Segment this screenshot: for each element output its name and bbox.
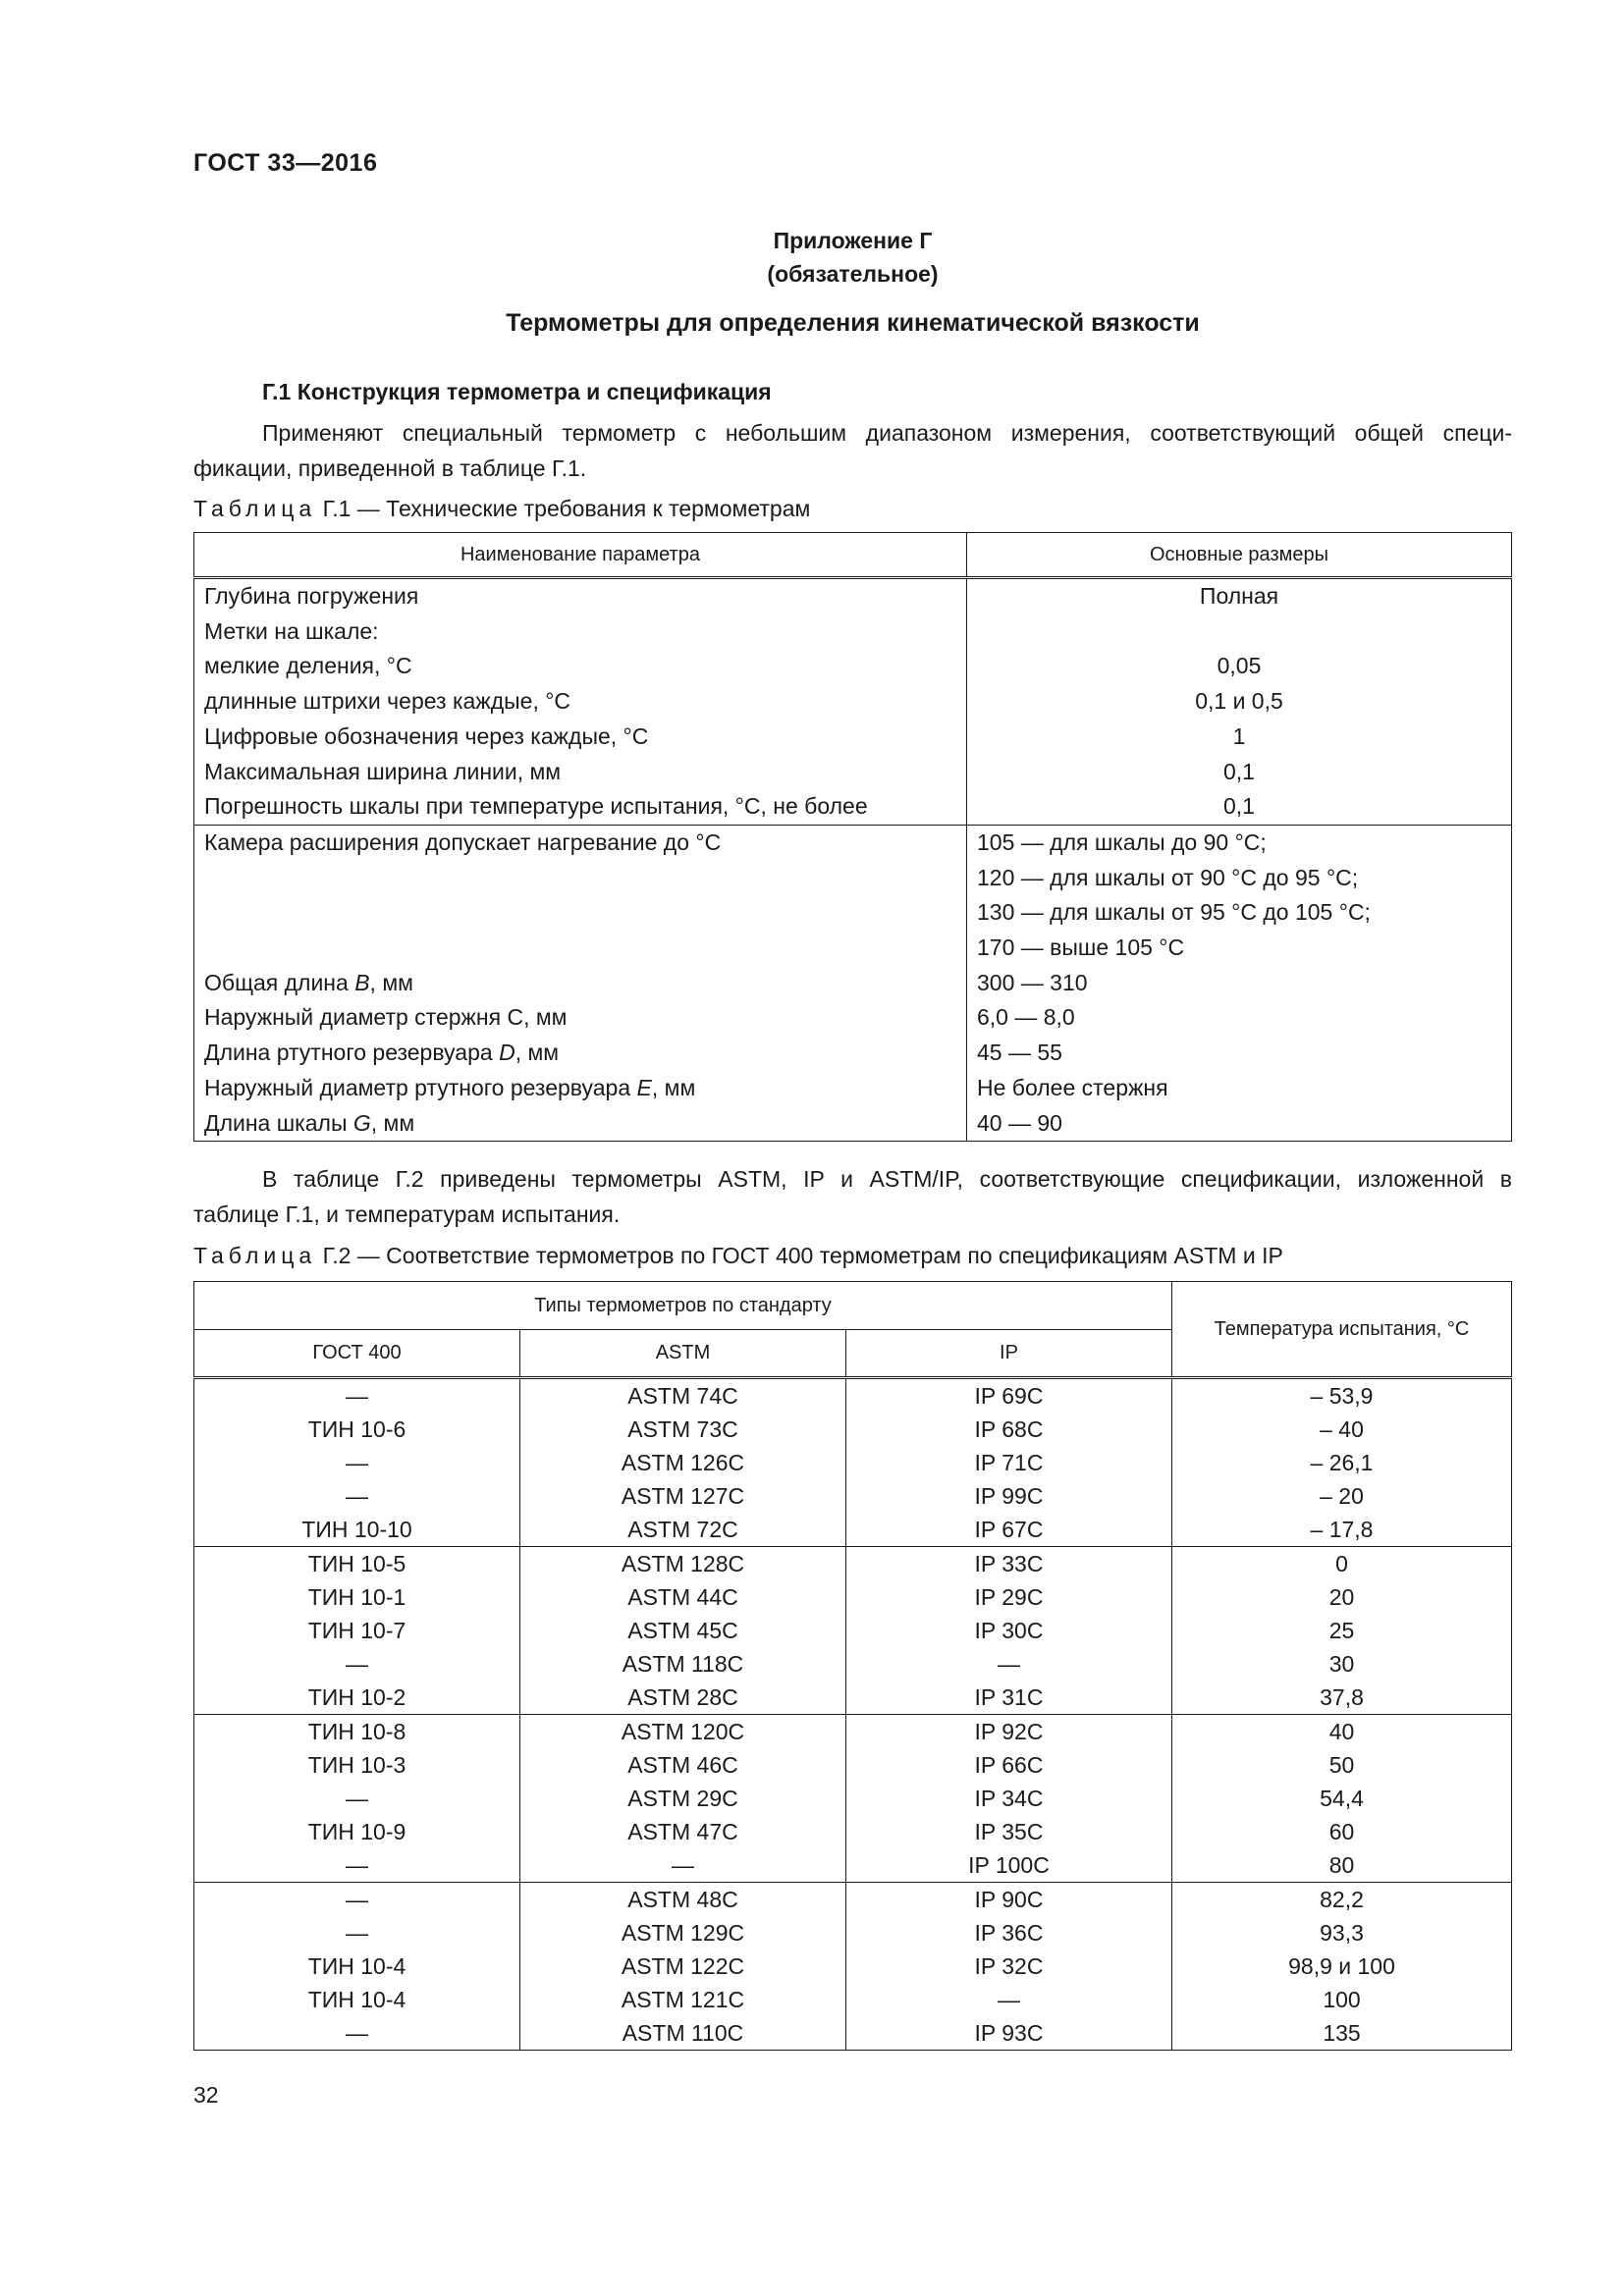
parameter-cell: длинные штрихи через каждые, °С — [194, 684, 967, 720]
table-row — [194, 1071, 1512, 1106]
ip-cell: IP 93C — [846, 2016, 1172, 2051]
table2-caption-word: Таблица — [193, 1243, 317, 1268]
section-heading: Г.1 Конструкция термометра и спецификация — [262, 379, 772, 404]
parameter-cell: Длина ртутного резервуара D, мм — [194, 1036, 967, 1071]
parameter-cell: Максимальная ширина линии, мм — [194, 755, 967, 790]
table-row — [194, 1036, 1512, 1071]
table-row — [194, 1782, 1512, 1815]
astm-cell: ASTM 110C — [520, 2016, 846, 2051]
table-row — [194, 825, 1512, 860]
table-row — [194, 966, 1512, 1001]
value-cell: 105 — для шкалы до 90 °С; — [967, 825, 1512, 860]
value-cell: 0,1 и 0,5 — [967, 684, 1512, 720]
parameter-cell: Цифровые обозначения через каждые, °С — [194, 720, 967, 755]
gost-cell: ТИН 10-3 — [194, 1748, 520, 1782]
table2-caption — [193, 1243, 1283, 1269]
astm-cell: ASTM 118C — [520, 1647, 846, 1681]
table-row — [194, 861, 1512, 896]
table-row — [194, 684, 1512, 720]
value-cell: 40 — 90 — [967, 1106, 1512, 1142]
table-row — [194, 755, 1512, 790]
gost-cell: — — [194, 1378, 520, 1414]
temperature-cell: – 17,8 — [1172, 1513, 1512, 1547]
temperature-cell: 37,8 — [1172, 1681, 1512, 1715]
table-row — [194, 1916, 1512, 1949]
temperature-cell: – 20 — [1172, 1479, 1512, 1513]
ip-cell: IP 92C — [846, 1715, 1172, 1749]
temperature-cell: 0 — [1172, 1547, 1512, 1581]
table-row — [194, 1614, 1512, 1647]
ip-cell: IP 71C — [846, 1446, 1172, 1479]
gost-cell: — — [194, 1446, 520, 1479]
parameter-cell: Общая длина B, мм — [194, 966, 967, 1001]
astm-cell: ASTM 74C — [520, 1378, 846, 1414]
group-column-header: Типы термометров по стандарту — [194, 1282, 1172, 1330]
table-row — [194, 1513, 1512, 1547]
table2-caption-text: Г.2 — Соответствие термометров по ГОСТ 400 термометрам по спецификациям ASTM и IP — [316, 1243, 1283, 1268]
temperature-column-header: Температура испытания, °С — [1172, 1282, 1512, 1378]
ip-cell: IP 90C — [846, 1883, 1172, 1917]
parameter-cell — [194, 895, 967, 931]
table-row — [194, 1106, 1512, 1142]
gost-cell: ТИН 10-6 — [194, 1413, 520, 1446]
document-header: ГОСТ 33—2016 — [193, 149, 378, 177]
gost-cell: ТИН 10-5 — [194, 1547, 520, 1581]
parameter-cell: Глубина погружения — [194, 578, 967, 614]
ip-cell: IP 34C — [846, 1782, 1172, 1815]
annex-status: (обязательное) — [767, 261, 939, 287]
table-row — [194, 1580, 1512, 1614]
table-row — [194, 1378, 1512, 1414]
table-row — [194, 578, 1512, 614]
value-cell: 0,1 — [967, 755, 1512, 790]
gost-cell: — — [194, 1479, 520, 1513]
table-header-row — [194, 533, 1512, 578]
intro-paragraph — [193, 415, 1512, 486]
table-row — [194, 1715, 1512, 1749]
requirements-table — [193, 532, 1512, 1142]
annex-label: Приложение Г — [773, 228, 933, 253]
table-row — [194, 1413, 1512, 1446]
value-cell: 0,1 — [967, 789, 1512, 825]
gost-cell: — — [194, 1883, 520, 1917]
table2-body — [194, 1378, 1512, 2051]
ip-cell: IP 31C — [846, 1681, 1172, 1715]
temperature-cell: – 40 — [1172, 1413, 1512, 1446]
parameter-cell: Наружный диаметр стержня С, мм — [194, 1000, 967, 1036]
column-header-ip: IP — [846, 1330, 1172, 1378]
gost-cell: ТИН 10-1 — [194, 1580, 520, 1614]
astm-cell: ASTM 73C — [520, 1413, 846, 1446]
ip-cell: IP 67C — [846, 1513, 1172, 1547]
gost-cell: ТИН 10-10 — [194, 1513, 520, 1547]
temperature-cell: 60 — [1172, 1815, 1512, 1848]
value-cell: 0,05 — [967, 649, 1512, 684]
table-row — [194, 1681, 1512, 1715]
table-header-row — [194, 1282, 1512, 1330]
temperature-cell: 135 — [1172, 2016, 1512, 2051]
parameter-cell: мелкие деления, °С — [194, 649, 967, 684]
astm-cell: ASTM 48C — [520, 1883, 846, 1917]
table-row — [194, 1815, 1512, 1848]
table2-intro-line-2: таблице Г.1, и температурам испытания. — [193, 1201, 621, 1227]
astm-cell: ASTM 122C — [520, 1949, 846, 1983]
value-cell: Не более стержня — [967, 1071, 1512, 1106]
temperature-cell: 98,9 и 100 — [1172, 1949, 1512, 1983]
astm-cell: — — [520, 1848, 846, 1883]
gost-cell: ТИН 10-9 — [194, 1815, 520, 1848]
ip-cell: IP 36C — [846, 1916, 1172, 1949]
table-row — [194, 1647, 1512, 1681]
temperature-cell: 93,3 — [1172, 1916, 1512, 1949]
column-header: Наименование параметра — [194, 533, 967, 578]
table-row — [194, 789, 1512, 825]
temperature-cell: 54,4 — [1172, 1782, 1512, 1815]
ip-cell: IP 100C — [846, 1848, 1172, 1883]
table-row — [194, 1949, 1512, 1983]
value-cell: 120 — для шкалы от 90 °С до 95 °С; — [967, 861, 1512, 896]
ip-cell: IP 33C — [846, 1547, 1172, 1581]
parameter-cell: Длина шкалы G, мм — [194, 1106, 967, 1142]
thermometer-correspondence-table — [193, 1281, 1512, 2051]
temperature-cell: – 53,9 — [1172, 1378, 1512, 1414]
value-cell: Полная — [967, 578, 1512, 614]
temperature-cell: 50 — [1172, 1748, 1512, 1782]
temperature-cell: 80 — [1172, 1848, 1512, 1883]
temperature-cell: 20 — [1172, 1580, 1512, 1614]
astm-cell: ASTM 127C — [520, 1479, 846, 1513]
table2-intro-paragraph — [193, 1161, 1512, 1232]
astm-cell: ASTM 72C — [520, 1513, 846, 1547]
astm-cell: ASTM 47C — [520, 1815, 846, 1848]
ip-cell: IP 66C — [846, 1748, 1172, 1782]
gost-cell: — — [194, 1782, 520, 1815]
astm-cell: ASTM 129C — [520, 1916, 846, 1949]
value-cell — [967, 614, 1512, 650]
table-row — [194, 614, 1512, 650]
table-row — [194, 1479, 1512, 1513]
parameter-cell: Метки на шкале: — [194, 614, 967, 650]
page-title: Термометры для определения кинематической вязкости — [506, 309, 1200, 337]
ip-cell: IP 99C — [846, 1479, 1172, 1513]
value-cell: 1 — [967, 720, 1512, 755]
parameter-cell: Наружный диаметр ртутного резервуара E, мм — [194, 1071, 967, 1106]
value-cell: 6,0 — 8,0 — [967, 1000, 1512, 1036]
table-row — [194, 931, 1512, 966]
temperature-cell: – 26,1 — [1172, 1446, 1512, 1479]
table-row — [194, 720, 1512, 755]
temperature-cell: 25 — [1172, 1614, 1512, 1647]
table1-caption-word: Таблица — [193, 496, 317, 521]
value-cell: 300 — 310 — [967, 966, 1512, 1001]
gost-cell: ТИН 10-4 — [194, 1949, 520, 1983]
table1-caption-text: Г.1 — Технические требования к термометрам — [316, 496, 811, 521]
gost-cell: — — [194, 2016, 520, 2051]
table-row — [194, 1748, 1512, 1782]
table-row — [194, 649, 1512, 684]
gost-cell: — — [194, 1848, 520, 1883]
parameter-cell: Камера расширения допускает нагревание до °С — [194, 825, 967, 860]
intro-paragraph-line-1: Применяют специальный термометр с небольшим диапазоном измерения, соответствующий общей специ- — [262, 420, 1512, 446]
column-header: Основные размеры — [967, 533, 1512, 578]
gost-cell: — — [194, 1916, 520, 1949]
parameter-cell — [194, 861, 967, 896]
gost-cell: ТИН 10-4 — [194, 1983, 520, 2016]
gost-cell: ТИН 10-2 — [194, 1681, 520, 1715]
column-header-astm: ASTM — [520, 1330, 846, 1378]
table-row — [194, 2016, 1512, 2051]
ip-cell: — — [846, 1983, 1172, 2016]
column-header-gost: ГОСТ 400 — [194, 1330, 520, 1378]
ip-cell: IP 68C — [846, 1413, 1172, 1446]
value-cell: 130 — для шкалы от 95 °С до 105 °С; — [967, 895, 1512, 931]
astm-cell: ASTM 121C — [520, 1983, 846, 2016]
table-row — [194, 1848, 1512, 1883]
astm-cell: ASTM 126C — [520, 1446, 846, 1479]
value-cell: 45 — 55 — [967, 1036, 1512, 1071]
temperature-cell: 100 — [1172, 1983, 1512, 2016]
parameter-cell — [194, 931, 967, 966]
ip-cell: IP 32C — [846, 1949, 1172, 1983]
astm-cell: ASTM 44C — [520, 1580, 846, 1614]
ip-cell: IP 35C — [846, 1815, 1172, 1848]
table-row — [194, 1547, 1512, 1581]
table-row — [194, 1983, 1512, 2016]
gost-cell: — — [194, 1647, 520, 1681]
parameter-cell: Погрешность шкалы при температуре испытания, °С, не более — [194, 789, 967, 825]
table-row — [194, 895, 1512, 931]
temperature-cell: 30 — [1172, 1647, 1512, 1681]
temperature-cell: 82,2 — [1172, 1883, 1512, 1917]
astm-cell: ASTM 45C — [520, 1614, 846, 1647]
astm-cell: ASTM 128C — [520, 1547, 846, 1581]
table-row — [194, 1883, 1512, 1917]
astm-cell: ASTM 120C — [520, 1715, 846, 1749]
page-number: 32 — [193, 2082, 219, 2108]
gost-cell: ТИН 10-8 — [194, 1715, 520, 1749]
value-cell: 170 — выше 105 °С — [967, 931, 1512, 966]
ip-cell: IP 29C — [846, 1580, 1172, 1614]
table2-intro-line-1: В таблице Г.2 приведены термометры ASTM, IP и ASTM/IP, соответствующие спецификации, изложенной в — [262, 1166, 1512, 1192]
ip-cell: IP 30C — [846, 1614, 1172, 1647]
intro-paragraph-line-2: фикации, приведенной в таблице Г.1. — [193, 455, 587, 481]
table-row — [194, 1000, 1512, 1036]
temperature-cell: 40 — [1172, 1715, 1512, 1749]
astm-cell: ASTM 29C — [520, 1782, 846, 1815]
ip-cell: IP 69C — [846, 1378, 1172, 1414]
table-row — [194, 1446, 1512, 1479]
ip-cell: — — [846, 1647, 1172, 1681]
astm-cell: ASTM 46C — [520, 1748, 846, 1782]
table1-caption — [193, 496, 810, 522]
gost-cell: ТИН 10-7 — [194, 1614, 520, 1647]
astm-cell: ASTM 28C — [520, 1681, 846, 1715]
